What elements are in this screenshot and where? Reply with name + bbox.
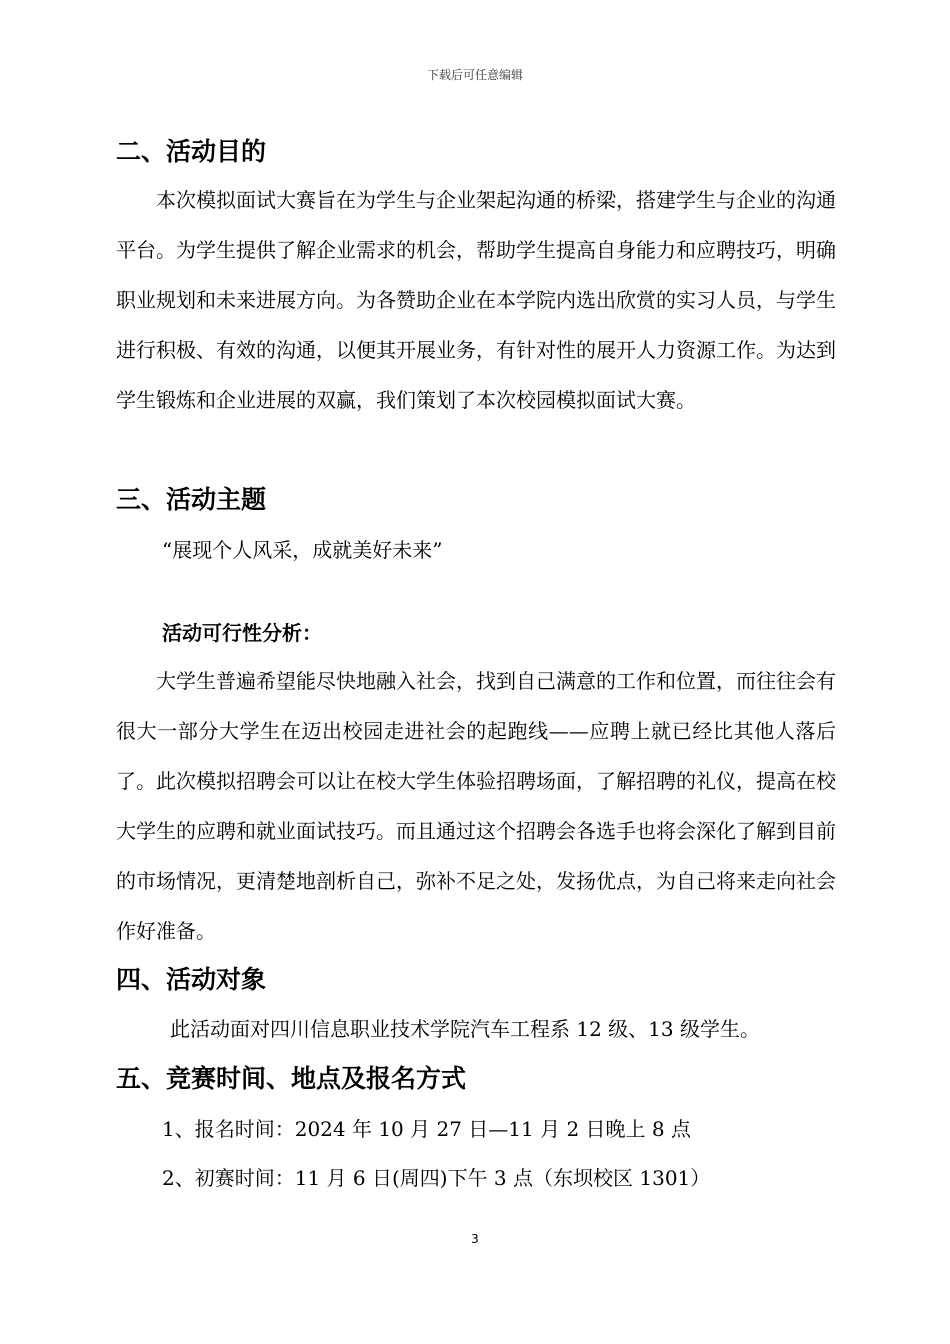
page-number: 3	[471, 1232, 479, 1246]
section-heading-audience: 四、活动对象	[116, 965, 267, 994]
feasibility-title: 活动可行性分析：	[162, 621, 322, 645]
purpose-paragraph: 本次模拟面试大赛旨在为学生与企业架起沟通的桥梁，搭建学生与企业的沟通平台。为学生提供了解企业需求的机会，帮助学生提高自身能力和应聘技巧，明确职业规划和未来进展方向。为各赞助企业在本学院内选出欣赏的实习人员，与学生进行积极、有效的沟通，以便其开展业务，有针对性的展开人力资源工作。为达到学生锻炼和企业进展的双赢，我们策划了本次校园模拟面试大赛。	[116, 188, 836, 412]
section-heading-purpose: 二、活动目的	[116, 137, 267, 166]
page-header: 下载后可任意编辑	[426, 68, 523, 82]
section-heading-theme: 三、活动主题	[116, 485, 267, 514]
schedule-item: 1、报名时间：2024 年 10 月 27 日—11 月 2 日晚上 8 点	[162, 1117, 691, 1141]
theme-slogan: “展现个人风采，成就美好未来”	[162, 538, 443, 562]
audience-text: 此活动面对四川信息职业技术学院汽车工程系 12 级、13 级学生。	[170, 1017, 760, 1041]
feasibility-paragraph: 大学生普遍希望能尽快地融入社会，找到自己满意的工作和位置，而往往会有很大一部分大学生在迈出校园走进社会的起跑线——应聘上就已经比其他人落后了。此次模拟招聘会可以让在校大学生体验招聘场面，了解招聘的礼仪，提高在校大学生的应聘和就业面试技巧。而且通过这个招聘会各选手也将会深化了解到目前的市场情况，更清楚地剖析自己，弥补不足之处，发扬优点，为自己将来走向社会作好准备。	[116, 669, 836, 943]
schedule-item: 2、初赛时间：11 月 6 日(周四)下午 3 点（东坝校区 1301）	[162, 1166, 711, 1190]
section-heading-schedule: 五、竞赛时间、地点及报名方式	[116, 1064, 467, 1093]
